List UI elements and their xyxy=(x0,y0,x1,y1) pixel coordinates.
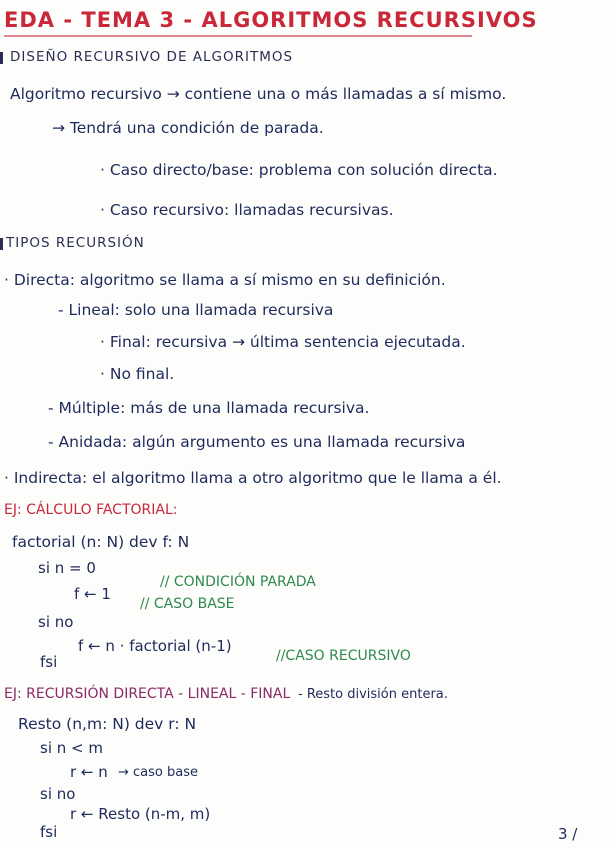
type-final: · Final: recursiva → última sentencia ejecutada. xyxy=(100,333,466,351)
factorial-end-if: fsi xyxy=(40,653,58,671)
section-heading-design: DISEÑO RECURSIVO DE ALGORITMOS xyxy=(10,49,294,65)
rest-signature: Resto (n,m: N) dev r: N xyxy=(18,715,197,733)
title-underline xyxy=(4,35,472,37)
rest-recursive-assign: r ← Resto (n-m, m) xyxy=(70,805,211,823)
type-linear: - Lineal: solo una llamada recursiva xyxy=(58,301,334,319)
type-direct: · Directa: algoritmo se llama a sí mismo en su definición. xyxy=(4,271,446,289)
factorial-base-assign: f ← 1 xyxy=(74,585,111,603)
factorial-recursive-assign: f ← n · factorial (n-1) xyxy=(78,637,232,655)
comment-stop-condition: // CONDICIÓN PARADA xyxy=(160,574,316,590)
type-indirect: · Indirecta: el algoritmo llama a otro algoritmo que le llama a él. xyxy=(4,469,502,487)
page-title: EDA - TEMA 3 - ALGORITMOS RECURSIVOS xyxy=(4,8,538,32)
example-rest-heading: EJ: RECURSIÓN DIRECTA - LINEAL - FINAL xyxy=(4,686,291,702)
section-heading-types: TIPOS RECURSIÓN xyxy=(6,235,145,251)
base-case: · Caso directo/base: problema con solución directa. xyxy=(100,161,498,179)
margin-mark xyxy=(0,52,3,64)
recursive-case: · Caso recursivo: llamadas recursivas. xyxy=(100,201,394,219)
factorial-else: si no xyxy=(38,613,74,631)
type-nested: - Anidada: algún argumento es una llamada recursiva xyxy=(48,433,466,451)
stop-condition: → Tendrá una condición de parada. xyxy=(52,119,324,137)
rest-if: si n < m xyxy=(40,739,103,757)
factorial-signature: factorial (n: N) dev f: N xyxy=(12,533,190,551)
recursive-definition: Algoritmo recursivo → contiene una o más llamadas a sí mismo. xyxy=(10,85,507,103)
comment-recursive-case: //CASO RECURSIVO xyxy=(276,648,411,664)
example-factorial-heading: EJ: CÁLCULO FACTORIAL: xyxy=(4,502,178,518)
example-rest-note: - Resto división entera. xyxy=(298,687,448,702)
page-number: 3 / xyxy=(558,825,578,843)
factorial-if: si n = 0 xyxy=(38,559,96,577)
rest-end-if: fsi xyxy=(40,823,58,841)
comment-base-case: // CASO BASE xyxy=(140,596,235,612)
rest-base-comment: → caso base xyxy=(118,765,198,780)
type-not-final: · No final. xyxy=(100,365,175,383)
type-multiple: - Múltiple: más de una llamada recursiva. xyxy=(48,399,370,417)
rest-base-assign: r ← n xyxy=(70,763,108,781)
margin-mark xyxy=(0,238,3,250)
rest-else: si no xyxy=(40,785,76,803)
